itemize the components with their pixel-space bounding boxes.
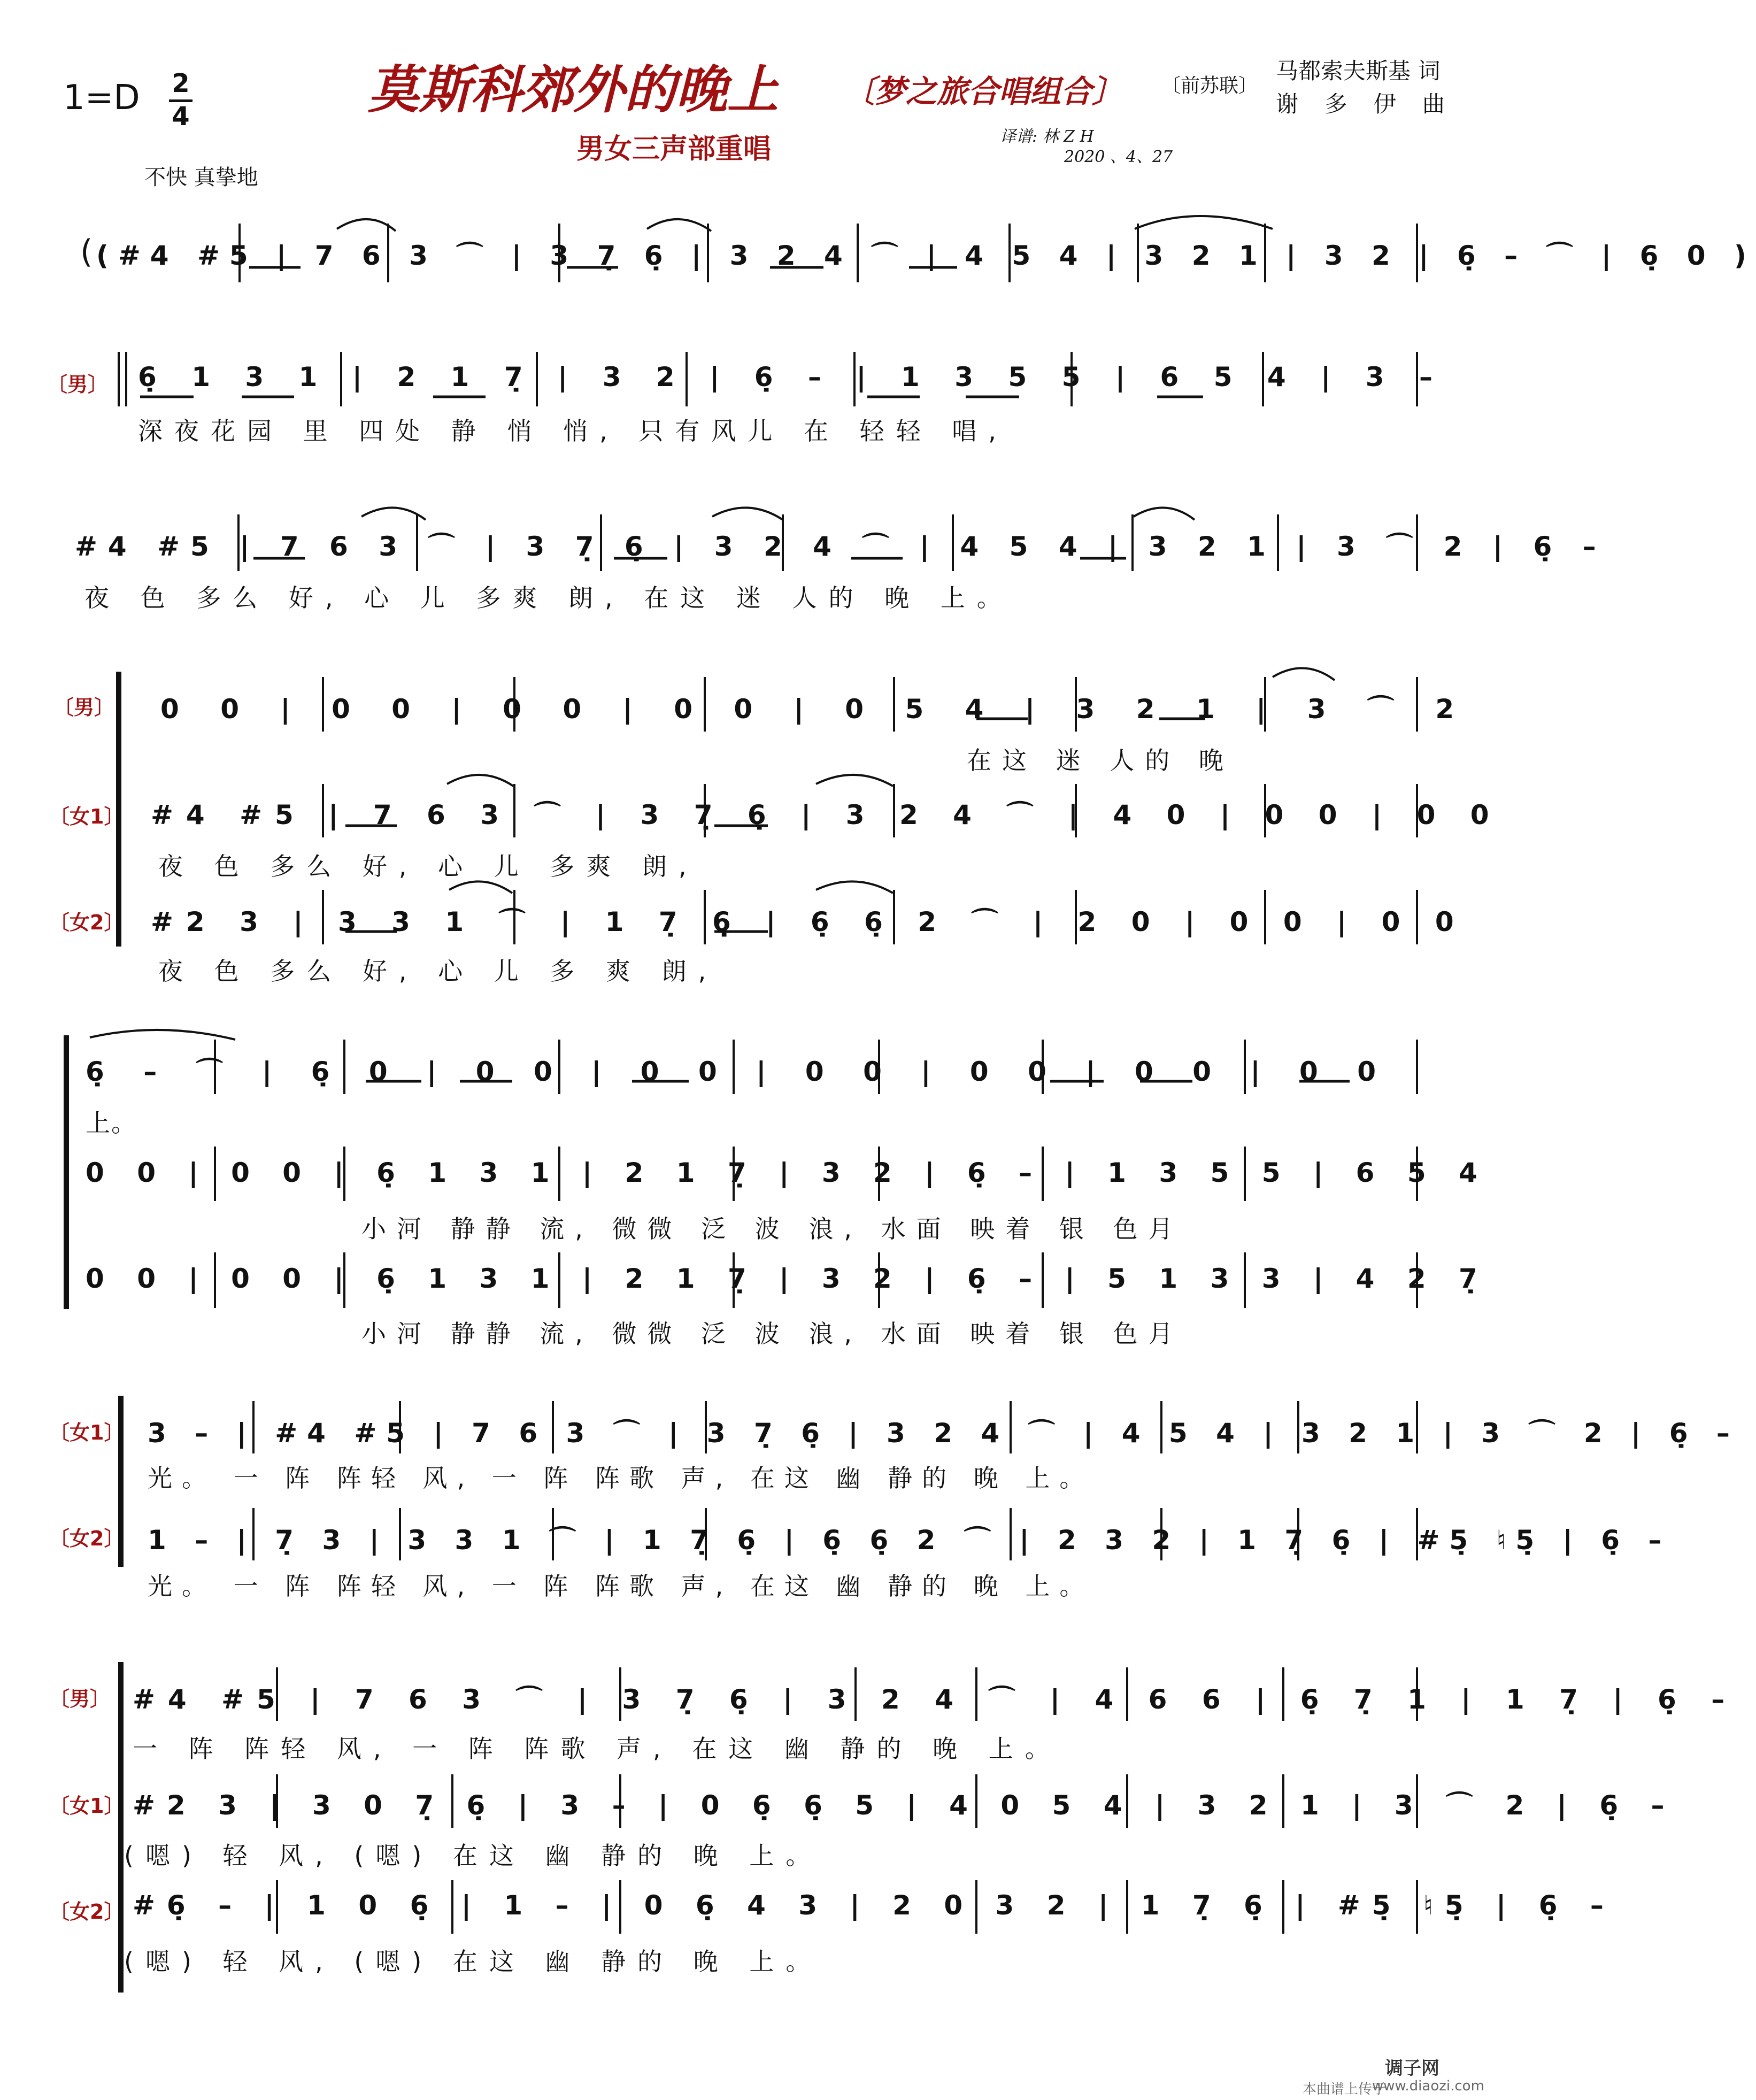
translator-credit: 译谱: 林 Z H (1000, 127, 1094, 146)
part-label-male: 〔男〕 (49, 1687, 111, 1711)
sys4-male-lyrics: 在这 迷 人的 晚 (967, 746, 1234, 775)
sys4-male-notes: 0 0 | 0 0 | 0 0 | 0 0 | 0 5 4 | 3 2 1 | 3 ⌒ 2 (160, 694, 1470, 725)
performer-credit: 〔梦之旅合唱组合〕 (844, 73, 1123, 110)
watermark-url: www.diaozi.com (1372, 2078, 1484, 2094)
date-credit: 2020 、4、27 (1064, 148, 1173, 166)
sys5-female1-lyrics: 小河 静静 流, 微微 泛 波 浪, 水面 映着 银 色月 (361, 1214, 1184, 1243)
composer-credit: 谢 多 伊 曲 (1276, 91, 1455, 117)
sys5-male-notes: 6̣ – ⌒ | 6̣ 0 | 0 0 | 0 0 | 0 0 | 0 0 | 0 0 | 0 0 (86, 1056, 1391, 1087)
key-signature: 1=D (63, 78, 140, 118)
meter-bottom: 4 (172, 102, 190, 132)
part-label-male: 〔男〕 (53, 696, 115, 719)
sys7-female2-lyrics: (嗯) 轻 风, (嗯) 在这 幽 静的 晚 上。 (124, 1947, 822, 1976)
lyricist-credit: 马都索夫斯基 词 (1276, 58, 1441, 84)
sys7-female1-lyrics: (嗯) 轻 风, (嗯) 在这 幽 静的 晚 上。 (124, 1841, 822, 1870)
song-subtitle: 男女三声部重唱 (576, 133, 772, 165)
line3-lyrics: 夜 色 多么 好, 心 儿 多爽 朗, 在这 迷 人的 晚 上。 (84, 583, 1013, 612)
line3-notes: #4 #5 | 7 6 3 ⌒ | 3 7̣ 6̣ | 3 2 4 ⌒ | 4 5 4 | 3 2 1 | 3 ⌒ 2 | 6̣ – (75, 531, 1607, 562)
sys4-female1-notes: #4 #5 | 7 6 3 ⌒ | 3 7̣ 6̣ | 3 2 4 ⌒ | 4 0 | 0 0 | 0 0 (151, 799, 1502, 830)
meter-top: 2 (172, 68, 190, 98)
sys7-female2-notes: #6̣ – | 1 0 6̣ | 1 – | 0 6̣ 4 3 | 2 0 3 2 | 1 7̣ 6̣ | #5̣ ♮5̣ | 6̣ – (133, 1890, 1615, 1921)
part-label-female1: 〔女1〕 (49, 1794, 125, 1818)
sys6-female1-lyrics: 光。 一 阵 阵轻 风, 一 阵 阵歌 声, 在这 幽 静的 晚 上。 (148, 1464, 1094, 1493)
intro-notes: (#4 #5 | 7 6 3 ⌒ | 3 7̣ 6̣ | 3 2 4 ⌒ | 4 5 4 | 3 2 1 | 3 2 | 6̣ – ⌒ | 6̣ 0 ) (96, 240, 1756, 271)
sys5-female1-notes: 0 0 | 0 0 | 6̣ 1 3 1 | 2 1 7̣ | 3 2 | 6̣ – | 1 3 5 5 | 6 5 4 (86, 1157, 1489, 1188)
line2-lyrics: 深夜花园 里 四处 静 悄 悄, 只有风儿 在 轻轻 唱, (138, 417, 1008, 445)
song-title: 莫斯科郊外的晚上 (368, 59, 779, 120)
sys4-female1-lyrics: 夜 色 多么 好, 心 儿 多爽 朗, (158, 852, 698, 881)
sys5-female2-notes: 0 0 | 0 0 | 6̣ 1 3 1 | 2 1 7̣ | 3 2 | 6̣ – | 5 1 3 3 | 4 2 7̣ (86, 1263, 1489, 1294)
part-label-female1: 〔女1〕 (49, 805, 125, 828)
sys6-female1-notes: 3 – | #4 #5 | 7 6 3 ⌒ | 3 7̣ 6̣ | 3 2 4 ⌒ | 4 5 4 | 3 2 1 | 3 ⌒ 2 | 6̣ – (148, 1418, 1739, 1449)
sys5-female2-lyrics: 小河 静静 流, 微微 泛 波 浪, 水面 映着 银 色月 (361, 1319, 1184, 1348)
sys7-female1-notes: #2 3 | 3 0 7̣ 6̣ | 3 – | 0 6̣ 6̣ 5 | 4 0 5 4 | 3 2 1 | 3 ⌒ 2 | 6̣ – (133, 1790, 1676, 1821)
part-label-female2: 〔女2〕 (49, 911, 125, 934)
sys4-female2-lyrics: 夜 色 多么 好, 心 儿 多 爽 朗, (158, 957, 718, 986)
line2-notes: 6̣ 1 3 1 | 2 1 7̣ | 3 2 | 6̣ – | 1 3 5 5 | 6 5 4 | 3 – (138, 361, 1445, 393)
opening-paren: ( (80, 233, 93, 271)
sys5-male-lyrics: 上。 (86, 1109, 137, 1137)
sys7-male-notes: #4 #5 | 7 6 3 ⌒ | 3 7̣ 6̣ | 3 2 4 ⌒ | 4 6 6 | 6̣ 7̣ 1 | 1 7̣ | 6̣ – (133, 1684, 1738, 1715)
watermark-note: 本曲谱上传于 (1303, 2081, 1387, 2097)
part-label-male: 〔男〕 (47, 373, 109, 396)
sys6-female2-lyrics: 光。 一 阵 阵轻 风, 一 阵 阵歌 声, 在这 幽 静的 晚 上。 (148, 1572, 1094, 1601)
sys6-female2-notes: 1 – | 7̣ 3 | 3 3 1 ⌒ | 1 7̣ 6̣ | 6̣ 6̣ 2 ⌒ | 2 3 2 | 1 7̣ 6̣ | #5̣ ♮5̣ | 6̣ – (148, 1525, 1672, 1556)
sys4-female2-notes: #2 3 | 3 3 1 ⌒ | 1 7̣ 6̣ | 6̣ 6̣ 2 ⌒ | 2 0 | 0 0 | 0 0 (151, 906, 1467, 937)
sys7-male-lyrics: 一 阵 阵轻 风, 一 阵 阵歌 声, 在这 幽 静的 晚 上。 (133, 1734, 1061, 1763)
part-label-female2: 〔女2〕 (49, 1900, 125, 1924)
part-label-female2: 〔女2〕 (49, 1527, 125, 1550)
watermark-site: 调子网 (1385, 2058, 1439, 2079)
origin-label: 〔前苏联〕 (1161, 75, 1258, 97)
part-label-female1: 〔女1〕 (49, 1421, 125, 1444)
tempo-marking: 不快 真挚地 (144, 165, 258, 190)
